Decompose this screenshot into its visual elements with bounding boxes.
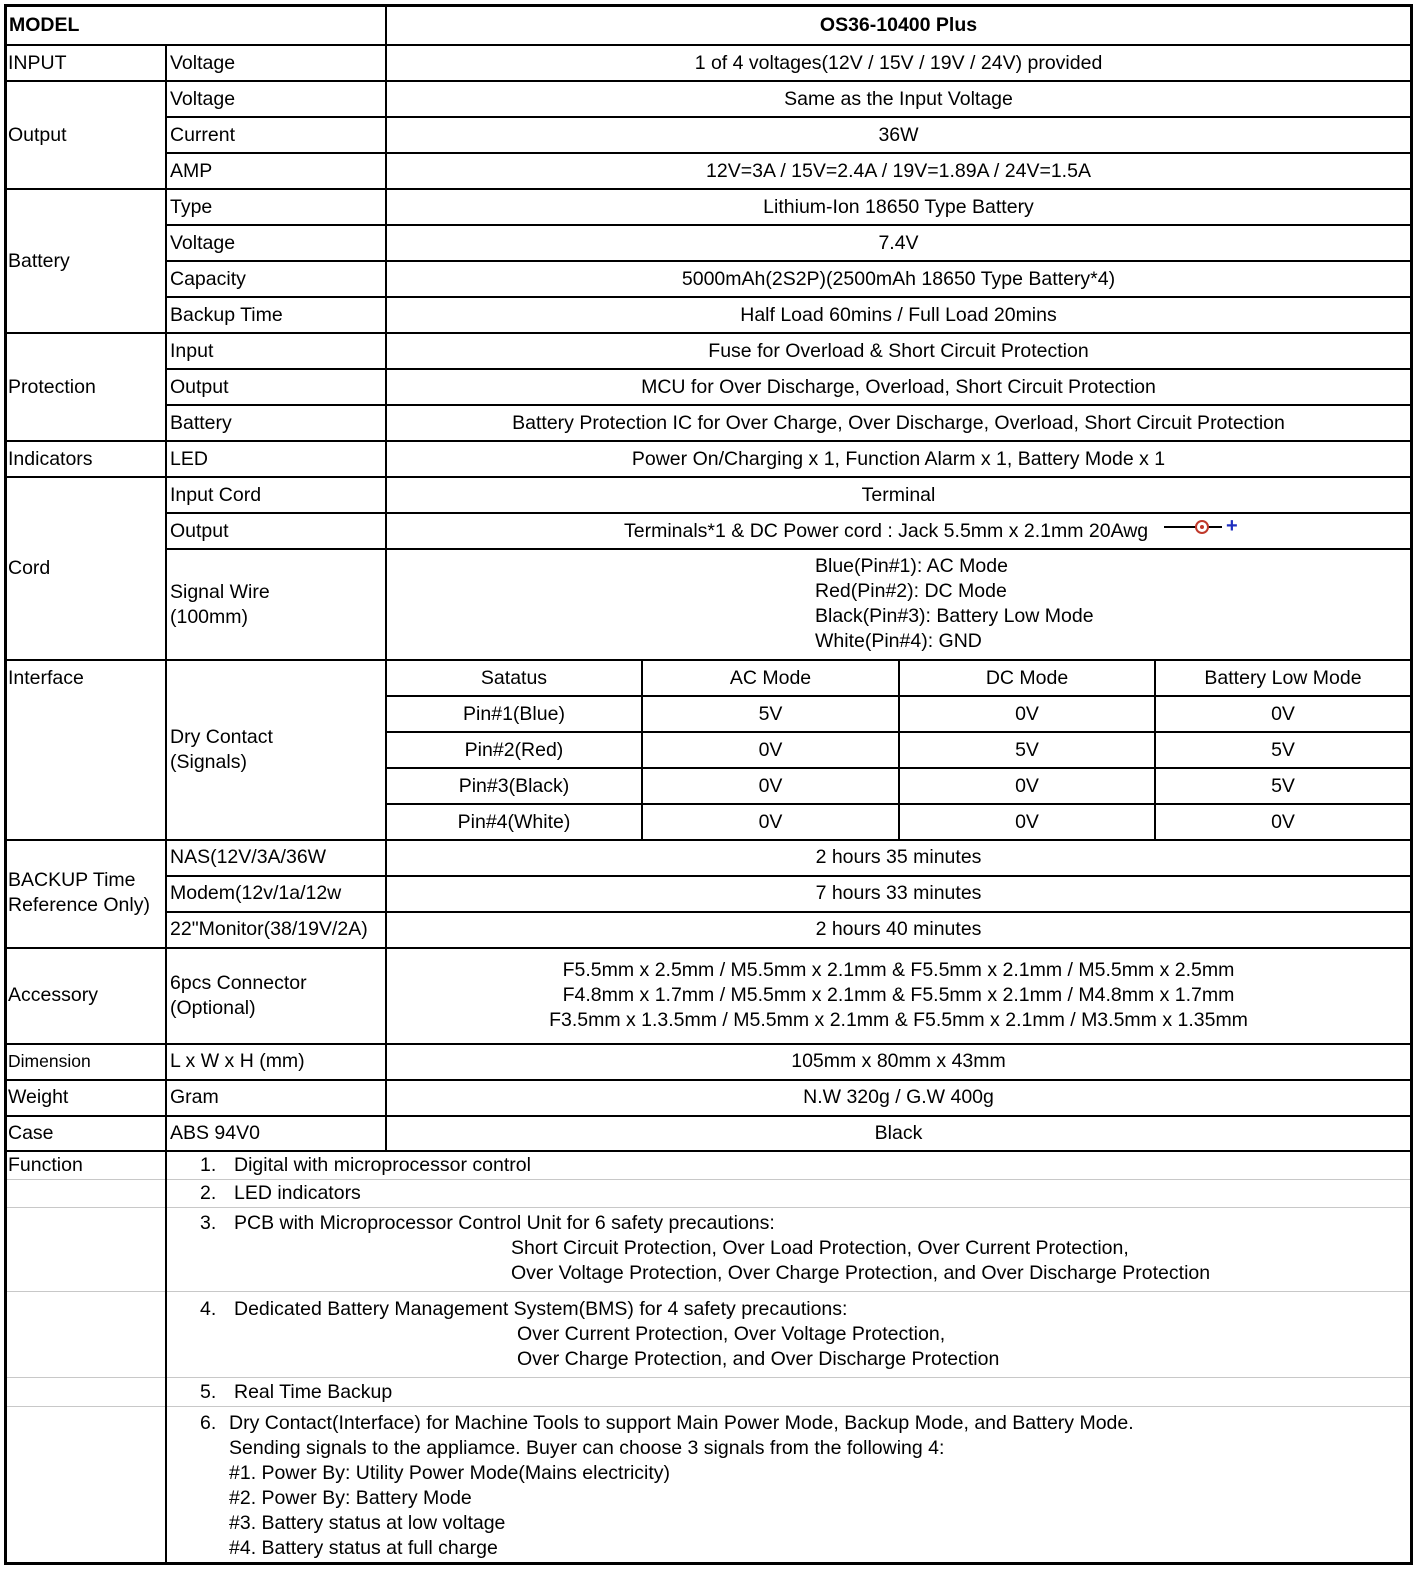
function-item-continuation: Over Charge Protection, and Over Discharge Protection — [517, 1348, 1000, 1370]
grid-line — [166, 875, 1413, 877]
protection-battery-label: Battery — [170, 412, 232, 434]
dimension-sub-label: L x W x H (mm) — [170, 1050, 305, 1072]
output-label: Output — [8, 124, 67, 146]
model-label: MODEL — [9, 14, 80, 36]
grid-line — [1410, 4, 1413, 1565]
grid-line — [166, 152, 1413, 154]
function-item-text: PCB with Microprocessor Control Unit for 6 safety precautions: — [234, 1212, 775, 1234]
signal-wire-line: Black(Pin#3): Battery Low Mode — [815, 605, 1094, 627]
accessory-sub-label-2: (Optional) — [170, 997, 256, 1019]
battery-capacity-value: 5000mAh(2S2P)(2500mAh 18650 Type Battery*4) — [681, 268, 1116, 290]
output-amp-value: 12V=3A / 15V=2.4A / 19V=1.89A / 24V=1.5A — [706, 160, 1091, 182]
grid-line — [4, 332, 1413, 334]
battery-backup-label: Backup Time — [170, 304, 283, 326]
weight-value: N.W 320g / G.W 400g — [803, 1086, 994, 1108]
plus-sign: + — [1226, 515, 1238, 537]
interface-cell: Pin#4(White) — [457, 811, 571, 833]
cord-input-value: Terminal — [861, 484, 936, 506]
interface-header: AC Mode — [729, 667, 812, 689]
accessory-line: F5.5mm x 2.5mm / M5.5mm x 2.1mm & F5.5mm x 2.1mm / M5.5mm x 2.5mm — [562, 959, 1235, 981]
battery-backup-value: Half Load 60mins / Full Load 20mins — [740, 304, 1057, 326]
grid-line — [166, 260, 1413, 262]
protection-output-value: MCU for Over Discharge, Overload, Short Circuit Protection — [641, 376, 1156, 398]
accessory-line: F4.8mm x 1.7mm / M5.5mm x 2.1mm & F5.5mm x 2.1mm / M4.8mm x 1.7mm — [562, 984, 1235, 1006]
protection-output-label: Output — [170, 376, 229, 398]
cord-signal-label-2: (100mm) — [170, 606, 249, 628]
cord-label: Cord — [8, 557, 51, 579]
grid-line — [4, 1562, 1413, 1565]
battery-type-label: Type — [170, 196, 213, 218]
battery-capacity-label: Capacity — [170, 268, 246, 290]
function-item-text: Dry Contact(Interface) for Machine Tools to support Main Power Mode, Backup Mode, and Battery Mode. — [229, 1412, 1134, 1434]
input-voltage-label: Voltage — [170, 52, 236, 74]
grid-line — [4, 440, 1413, 442]
dimension-value: 105mm x 80mm x 43mm — [791, 1050, 1006, 1072]
battery-voltage-label: Voltage — [170, 232, 236, 254]
interface-cell: Pin#1(Blue) — [463, 703, 565, 725]
function-item-continuation: #4. Battery status at full charge — [229, 1537, 498, 1559]
output-amp-label: AMP — [170, 160, 213, 182]
interface-cell: 0V — [758, 811, 783, 833]
interface-sub-label-1: Dry Contact — [170, 726, 273, 748]
cord-input-label: Input Cord — [170, 484, 262, 506]
grid-line — [4, 947, 1413, 949]
interface-cell: Pin#3(Black) — [458, 775, 570, 797]
function-item-continuation: #1. Power By: Utility Power Mode(Mains electricity) — [229, 1462, 671, 1484]
interface-cell: 0V — [1015, 775, 1039, 797]
grid-line — [4, 1291, 1413, 1292]
accessory-label: Accessory — [8, 984, 98, 1006]
grid-line — [4, 839, 1413, 841]
function-item-text: Digital with microprocessor control — [234, 1154, 531, 1176]
battery-voltage-value: 7.4V — [878, 232, 919, 254]
function-item-text: Dedicated Battery Management System(BMS) for 4 safety precautions: — [234, 1298, 848, 1320]
interface-header: Satatus — [480, 667, 548, 689]
backup-label-2: Reference Only) — [8, 894, 150, 916]
signal-wire-line: White(Pin#4): GND — [815, 630, 982, 652]
interface-cell: 5V — [1015, 739, 1039, 761]
grid-line — [165, 44, 167, 1565]
backup-device: 22"Monitor(38/19V/2A) — [170, 918, 368, 940]
interface-cell: 0V — [1015, 811, 1039, 833]
grid-line — [4, 4, 7, 1565]
grid-line — [4, 80, 1413, 82]
case-label: Case — [8, 1122, 54, 1144]
interface-header: DC Mode — [985, 667, 1069, 689]
function-item-continuation: #2. Power By: Battery Mode — [229, 1487, 472, 1509]
interface-cell: 5V — [1271, 775, 1295, 797]
function-item-continuation: Sending signals to the appliamce. Buyer can choose 3 signals from the following 4: — [229, 1437, 945, 1459]
input-label: INPUT — [8, 52, 67, 74]
function-item-number: 3. — [200, 1212, 217, 1234]
grid-line — [4, 1377, 1413, 1378]
backup-device: Modem(12v/1a/12w — [170, 882, 342, 904]
function-item-continuation: Short Circuit Protection, Over Load Protection, Over Current Protection, — [511, 1237, 1129, 1259]
grid-line — [4, 1115, 1413, 1117]
grid-line — [4, 1207, 1413, 1208]
grid-line — [166, 296, 1413, 298]
function-label: Function — [8, 1154, 83, 1176]
function-item-text: LED indicators — [234, 1182, 361, 1204]
backup-duration: 7 hours 33 minutes — [815, 882, 982, 904]
input-voltage-value: 1 of 4 voltages(12V / 15V / 19V / 24V) provided — [694, 52, 1103, 74]
output-current-value: 36W — [878, 124, 919, 146]
output-voltage-label: Voltage — [170, 88, 236, 110]
backup-device: NAS(12V/3A/36W — [170, 846, 327, 868]
output-voltage-value: Same as the Input Voltage — [784, 88, 1013, 110]
signal-wire-list — [815, 554, 1094, 654]
grid-line — [4, 1179, 1413, 1180]
dimension-label: Dimension — [8, 1051, 91, 1071]
protection-input-value: Fuse for Overload & Short Circuit Protection — [708, 340, 1089, 362]
model-value: OS36-10400 Plus — [819, 14, 978, 36]
interface-cell: 0V — [758, 739, 783, 761]
protection-label: Protection — [8, 376, 96, 398]
interface-cell: 5V — [758, 703, 783, 725]
weight-sub-label: Gram — [170, 1086, 219, 1108]
function-item-continuation: Over Voltage Protection, Over Charge Protection, and Over Discharge Protection — [511, 1262, 1211, 1284]
accessory-sub-label-1: 6pcs Connector — [170, 972, 307, 994]
interface-cell: 0V — [1271, 811, 1295, 833]
interface-cell: 0V — [1015, 703, 1039, 725]
grid-line — [4, 188, 1413, 190]
function-item-text: Real Time Backup — [234, 1381, 393, 1403]
function-item-number: 2. — [200, 1182, 217, 1204]
interface-label: Interface — [8, 667, 84, 689]
grid-line — [166, 911, 1413, 913]
backup-label-1: BACKUP Time — [8, 869, 136, 891]
protection-input-label: Input — [170, 340, 214, 362]
case-value: Black — [874, 1122, 923, 1144]
function-item-number: 1. — [200, 1154, 217, 1176]
function-item-number: 6. — [200, 1412, 217, 1434]
battery-type-value: Lithium-Ion 18650 Type Battery — [763, 196, 1034, 218]
function-item-number: 4. — [200, 1298, 217, 1320]
grid-line — [166, 224, 1413, 226]
interface-cell: 5V — [1271, 739, 1295, 761]
cord-output-value: Terminals*1 & DC Power cord : Jack 5.5mm x 2.1mm 20Awg — [624, 520, 1149, 542]
case-sub-label: ABS 94V0 — [170, 1122, 260, 1144]
grid-line — [166, 404, 1413, 406]
grid-line — [4, 1150, 1413, 1152]
indicators-label: Indicators — [8, 448, 93, 470]
function-item-continuation: #3. Battery status at low voltage — [229, 1512, 506, 1534]
grid-line — [4, 44, 1413, 46]
grid-line — [166, 548, 1413, 550]
grid-line — [4, 1406, 1413, 1407]
cord-signal-label-1: Signal Wire — [170, 581, 270, 603]
function-item-continuation: Over Current Protection, Over Voltage Protection, — [517, 1323, 946, 1345]
weight-label: Weight — [8, 1086, 69, 1108]
interface-header: Battery Low Mode — [1204, 667, 1362, 689]
cord-output-label: Output — [170, 520, 229, 542]
grid-line — [166, 368, 1413, 370]
indicators-led-value: Power On/Charging x 1, Function Alarm x 1, Battery Mode x 1 — [631, 448, 1166, 470]
grid-line — [4, 476, 1413, 478]
signal-wire-line: Blue(Pin#1): AC Mode — [815, 555, 1008, 577]
protection-battery-value: Battery Protection IC for Over Charge, Over Discharge, Overload, Short Circuit Protection — [512, 412, 1285, 434]
battery-label: Battery — [8, 250, 70, 272]
grid-line — [4, 659, 1413, 661]
grid-line — [4, 1079, 1413, 1081]
backup-duration: 2 hours 40 minutes — [815, 918, 982, 940]
indicators-led-label: LED — [170, 448, 208, 470]
interface-cell: 0V — [758, 775, 783, 797]
interface-sub-label-2: (Signals) — [170, 751, 247, 773]
grid-line — [166, 116, 1413, 118]
function-item-number: 5. — [200, 1381, 217, 1403]
accessory-line: F3.5mm x 1.3.5mm / M5.5mm x 2.1mm & F5.5mm x 2.1mm / M3.5mm x 1.35mm — [549, 1009, 1248, 1031]
signal-wire-line: Red(Pin#2): DC Mode — [815, 580, 1007, 602]
output-current-label: Current — [170, 124, 236, 146]
interface-cell: Pin#2(Red) — [464, 739, 564, 761]
grid-line — [4, 4, 1413, 7]
interface-cell: 0V — [1271, 703, 1295, 725]
backup-duration: 2 hours 35 minutes — [815, 846, 982, 868]
grid-line — [4, 1043, 1413, 1045]
